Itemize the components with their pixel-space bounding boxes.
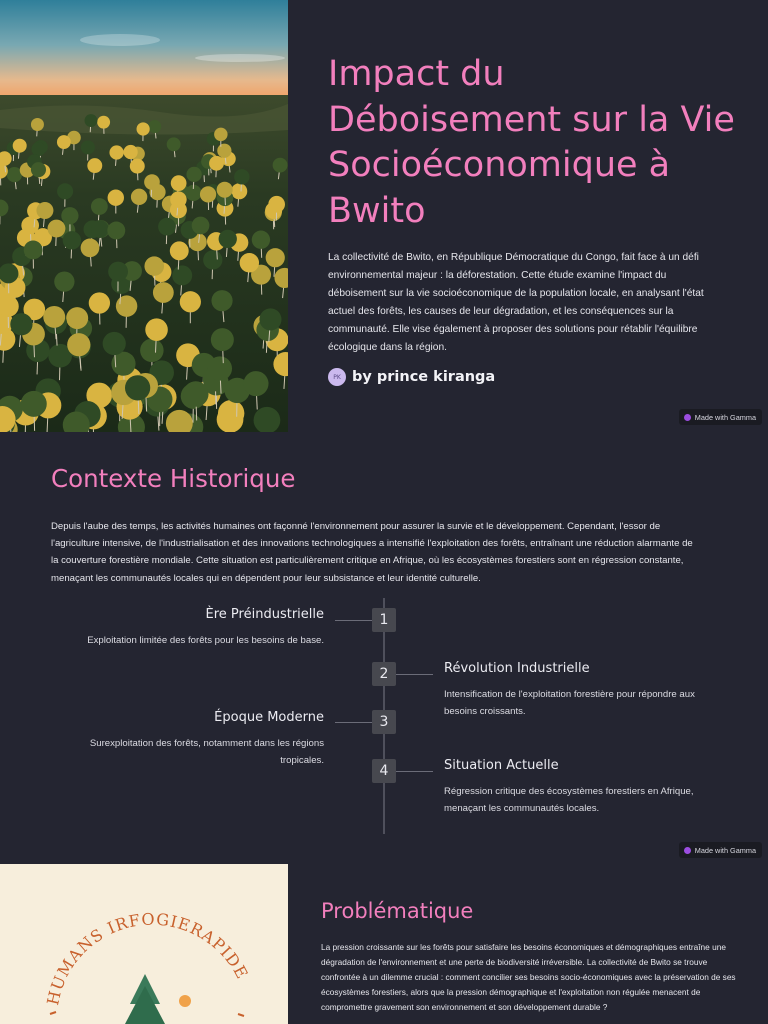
page-title: Impact du Déboisement sur la Vie Socioéconomique à Bwito xyxy=(328,54,735,231)
timeline-step-3-title: Époque Moderne xyxy=(214,710,324,725)
timeline-step-1-marker: 1 xyxy=(372,608,396,632)
made-with-gamma-badge[interactable] xyxy=(679,409,762,425)
tree-canopy xyxy=(145,318,168,341)
tree-canopy xyxy=(234,169,249,184)
tree-canopy xyxy=(81,239,100,258)
timeline-step-2-desc: Intensification de l'exploitation forestière pour répondre aux besoins croissants. xyxy=(444,689,695,717)
problem-slide xyxy=(0,864,768,1024)
tree-canopy xyxy=(130,159,145,174)
timeline-step-1-desc: Exploitation limitée des forêts pour les besoins de base. xyxy=(87,635,324,646)
tree-canopy xyxy=(186,167,201,182)
timeline-step-4-marker: 4 xyxy=(372,759,396,783)
tree-canopy xyxy=(214,128,227,141)
tree-canopy xyxy=(89,292,110,313)
tree-canopy xyxy=(217,406,244,432)
illustration-text: HUMANS IRFOGIERAPIDE xyxy=(43,909,253,1007)
tree-canopy xyxy=(217,144,231,158)
tree-canopy xyxy=(273,158,288,173)
timeline-connector xyxy=(396,674,433,675)
forest-aerial-image xyxy=(0,0,288,432)
tree-canopy xyxy=(153,282,174,303)
tree-canopy xyxy=(24,240,43,259)
tree-canopy xyxy=(172,265,192,285)
badge-label: Made with Gamma xyxy=(694,845,756,855)
tree-canopy xyxy=(125,375,150,400)
tree-canopy xyxy=(85,114,98,127)
tree-canopy xyxy=(48,220,66,238)
tree-canopy xyxy=(243,371,268,396)
tree-canopy xyxy=(43,306,65,328)
tree-canopy xyxy=(180,291,201,312)
problem-paragraph: La pression croissante sur les forêts pour satisfaire les besoins économiques et démographiques entraîne une dégradation de l'environnement et une perte de biodiversité irréversible. La collectivité de Bwito se trouve confrontée à un dilemme crucial : comment concilier ses besoins socio-économiques avec la préservation de ses écosystèmes forestiers, alors que la pression démographique et l'exploitation non régulée menacent de compromettre gravement son environnement et son développement durable ? xyxy=(321,942,736,1012)
tree-canopy xyxy=(200,186,216,202)
tree-canopy xyxy=(167,137,181,151)
author-name: by prince kiranga xyxy=(352,369,496,385)
tree-canopy xyxy=(131,189,147,205)
timeline-step-2-marker: 2 xyxy=(372,662,396,686)
tree-canopy xyxy=(87,158,102,173)
timeline-step-2-title: Révolution Industrielle xyxy=(444,661,590,676)
tree-canopy xyxy=(57,183,73,199)
tree-canopy xyxy=(252,231,270,249)
tree-canopy xyxy=(208,356,232,380)
tree-canopy xyxy=(231,183,247,199)
section-title: Contexte Historique xyxy=(51,464,296,493)
tree-canopy xyxy=(63,231,81,249)
tree-canopy xyxy=(67,333,90,356)
tree-canopy xyxy=(103,332,126,355)
tree-canopy xyxy=(203,250,222,269)
tree-canopy xyxy=(211,328,234,351)
tree-canopy xyxy=(91,220,109,238)
tree-canopy xyxy=(57,135,71,149)
tree-canopy xyxy=(209,156,224,171)
tree-canopy xyxy=(170,241,189,260)
made-with-gamma-badge[interactable] xyxy=(679,842,762,858)
tree-canopy xyxy=(31,118,44,131)
tree-canopy xyxy=(61,207,78,224)
tree-canopy xyxy=(219,230,237,248)
timeline-connector xyxy=(335,620,372,621)
tree-canopy xyxy=(31,142,45,156)
tree-canopy xyxy=(144,256,164,276)
tree-canopy xyxy=(137,122,150,135)
tree-canopy xyxy=(91,198,108,215)
timeline-connector xyxy=(335,722,372,723)
section-title: Problématique xyxy=(321,899,474,923)
tree-canopy xyxy=(240,253,259,272)
timeline-step-3-marker: 3 xyxy=(372,710,396,734)
tree-canopy xyxy=(107,222,125,240)
tree-canopy xyxy=(109,145,123,159)
avatar: PK xyxy=(328,368,346,386)
tree-canopy xyxy=(81,140,95,154)
timeline-step-4-desc: Régression critique des écosystèmes forestiers en Afrique, menaçant les communautés locales. xyxy=(444,786,694,814)
timeline-step-4-title: Situation Actuelle xyxy=(444,758,559,773)
tree-canopy xyxy=(211,290,232,311)
title-slide xyxy=(0,0,768,432)
illustration-image xyxy=(0,864,288,1024)
intro-paragraph: La collectivité de Bwito, en République Démocratique du Congo, fait face à un défi environnemental majeur : la déforestation. Cette étude examine l'impact du déboisement sur la vie socioéconomique de la population locale, en analysant l'état actuel des forêts, les causes de leur dégradation, et les conséquences sur la communauté. Elle vise également à proposer des solutions pour rétablir l'équilibre écologique dans la région. xyxy=(328,252,704,354)
tree-canopy xyxy=(123,145,137,159)
tree-canopy xyxy=(171,175,187,191)
tree-canopy xyxy=(116,295,137,316)
tree-canopy xyxy=(158,218,176,236)
timeline-step-3-desc: Surexploitation des forêts, notamment dans les régions tropicales. xyxy=(89,738,324,766)
tree-canopy xyxy=(148,120,161,133)
tree-canopy xyxy=(31,162,46,177)
tree-canopy xyxy=(13,139,27,153)
gamma-logo-icon xyxy=(684,414,691,421)
tree-canopy xyxy=(36,202,53,219)
timeline-connector xyxy=(396,771,433,772)
tree-canopy xyxy=(259,308,281,330)
tree-canopy xyxy=(170,191,186,207)
author-byline[interactable] xyxy=(328,367,495,387)
context-paragraph: Depuis l'aube des temps, les activités humaines ont façonné l'environnement pour assurer la survie et le développement. Cependant, l'essor de l'agriculture intensive, de l'industrialisation et des innovations technologiques a intensifié l'exploitation des forêts, entraînant une réduction alarmante de la couverture forestière mondiale. Cette situation est particulièrement critique en Afrique, où les écosystèmes forestiers sont en régression constante, menaçant les communautés locales qui en dépendent pour leur subsistance et leur identité culturelle. xyxy=(51,521,693,584)
tree-canopy xyxy=(144,174,160,190)
tree-canopy xyxy=(217,182,233,198)
tree-canopy xyxy=(192,217,210,235)
tree-canopy xyxy=(54,271,74,291)
tree-canopy xyxy=(21,391,47,417)
badge-label: Made with Gamma xyxy=(694,412,756,422)
tree-canopy xyxy=(266,248,285,267)
timeline-step-1-title: Ère Préindustrielle xyxy=(205,607,324,622)
tree-canopy xyxy=(10,313,32,335)
tree-canopy xyxy=(66,307,88,329)
tree-canopy xyxy=(183,381,209,407)
tree-canopy xyxy=(140,339,164,363)
tree-canopy xyxy=(97,116,110,129)
tree-canopy xyxy=(268,196,285,213)
gamma-logo-icon xyxy=(684,847,691,854)
tree-canopy xyxy=(108,189,124,205)
tree-canopy xyxy=(108,262,128,282)
